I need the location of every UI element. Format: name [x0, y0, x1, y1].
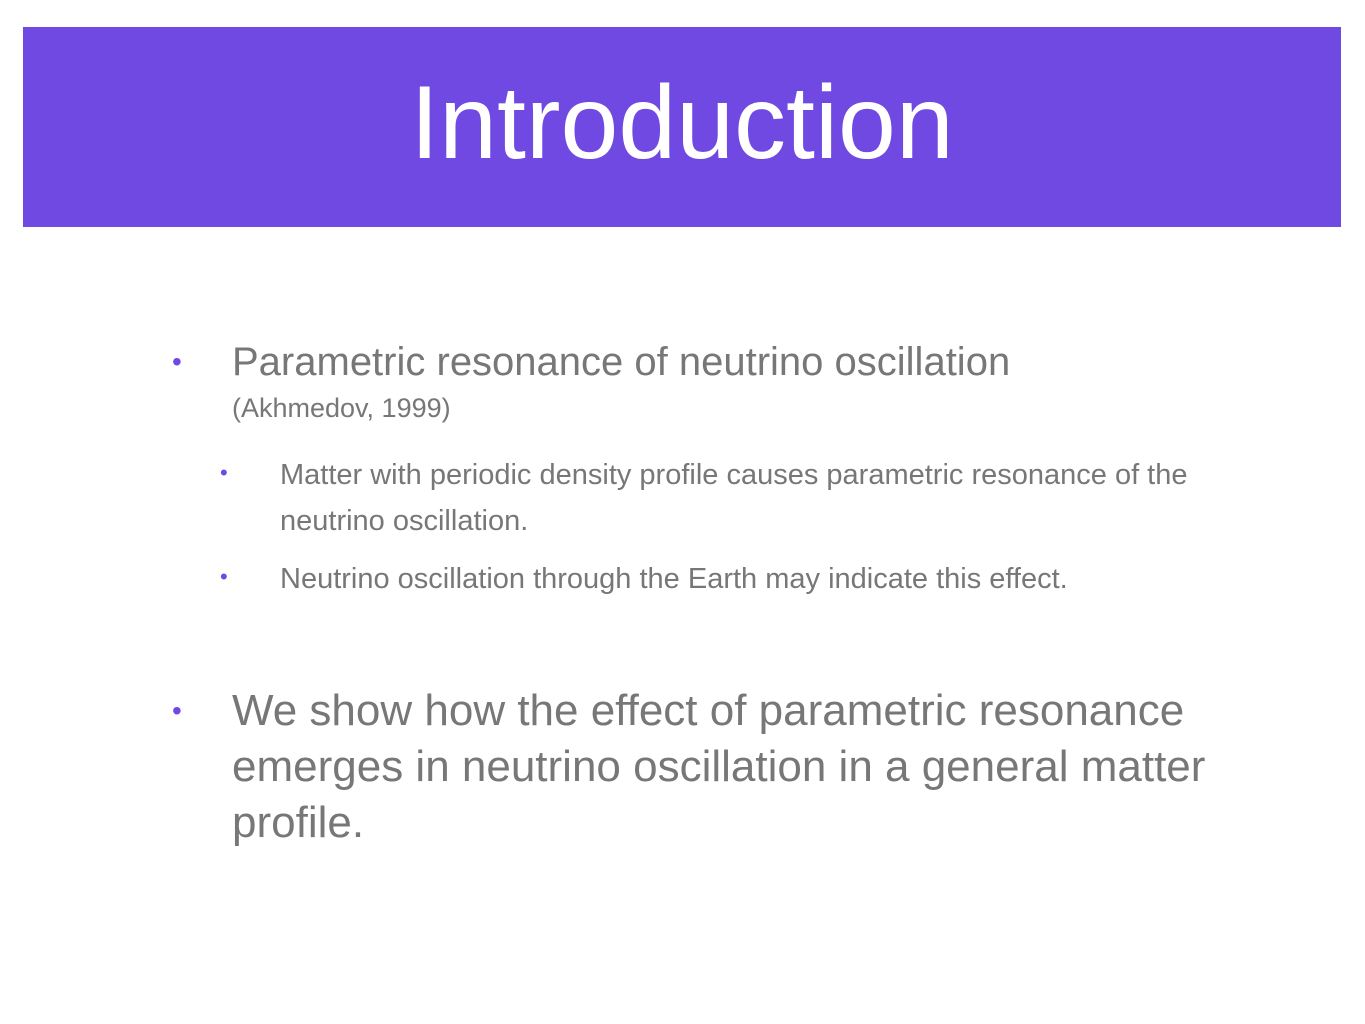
- bullet-general-matter-profile: [172, 683, 1232, 851]
- sub-bullet-dot-icon: •: [220, 460, 228, 485]
- sub-bullet-text: Neutrino oscillation through the Earth may indicate this effect.: [280, 563, 1068, 595]
- bullet-text: Parametric resonance of neutrino oscillation: [232, 340, 1011, 384]
- bullet-citation: (Akhmedov, 1999): [232, 393, 451, 423]
- sub-bullet-earth-oscillation: [220, 556, 1200, 602]
- bullet-text: We show how the effect of parametric resonance emerges in neutrino oscillation in a general matter profile.: [232, 686, 1206, 847]
- slide-title: Introduction: [410, 65, 954, 181]
- sub-bullet-periodic-density: [220, 452, 1200, 544]
- bullet-parametric-resonance: [172, 338, 1232, 426]
- bullet-dot-icon: •: [172, 695, 182, 726]
- bullet-dot-icon: •: [172, 346, 182, 377]
- sub-bullet-text: Matter with periodic density profile causes parametric resonance of the neutrino oscillation.: [280, 459, 1188, 537]
- sub-bullet-dot-icon: •: [220, 564, 228, 589]
